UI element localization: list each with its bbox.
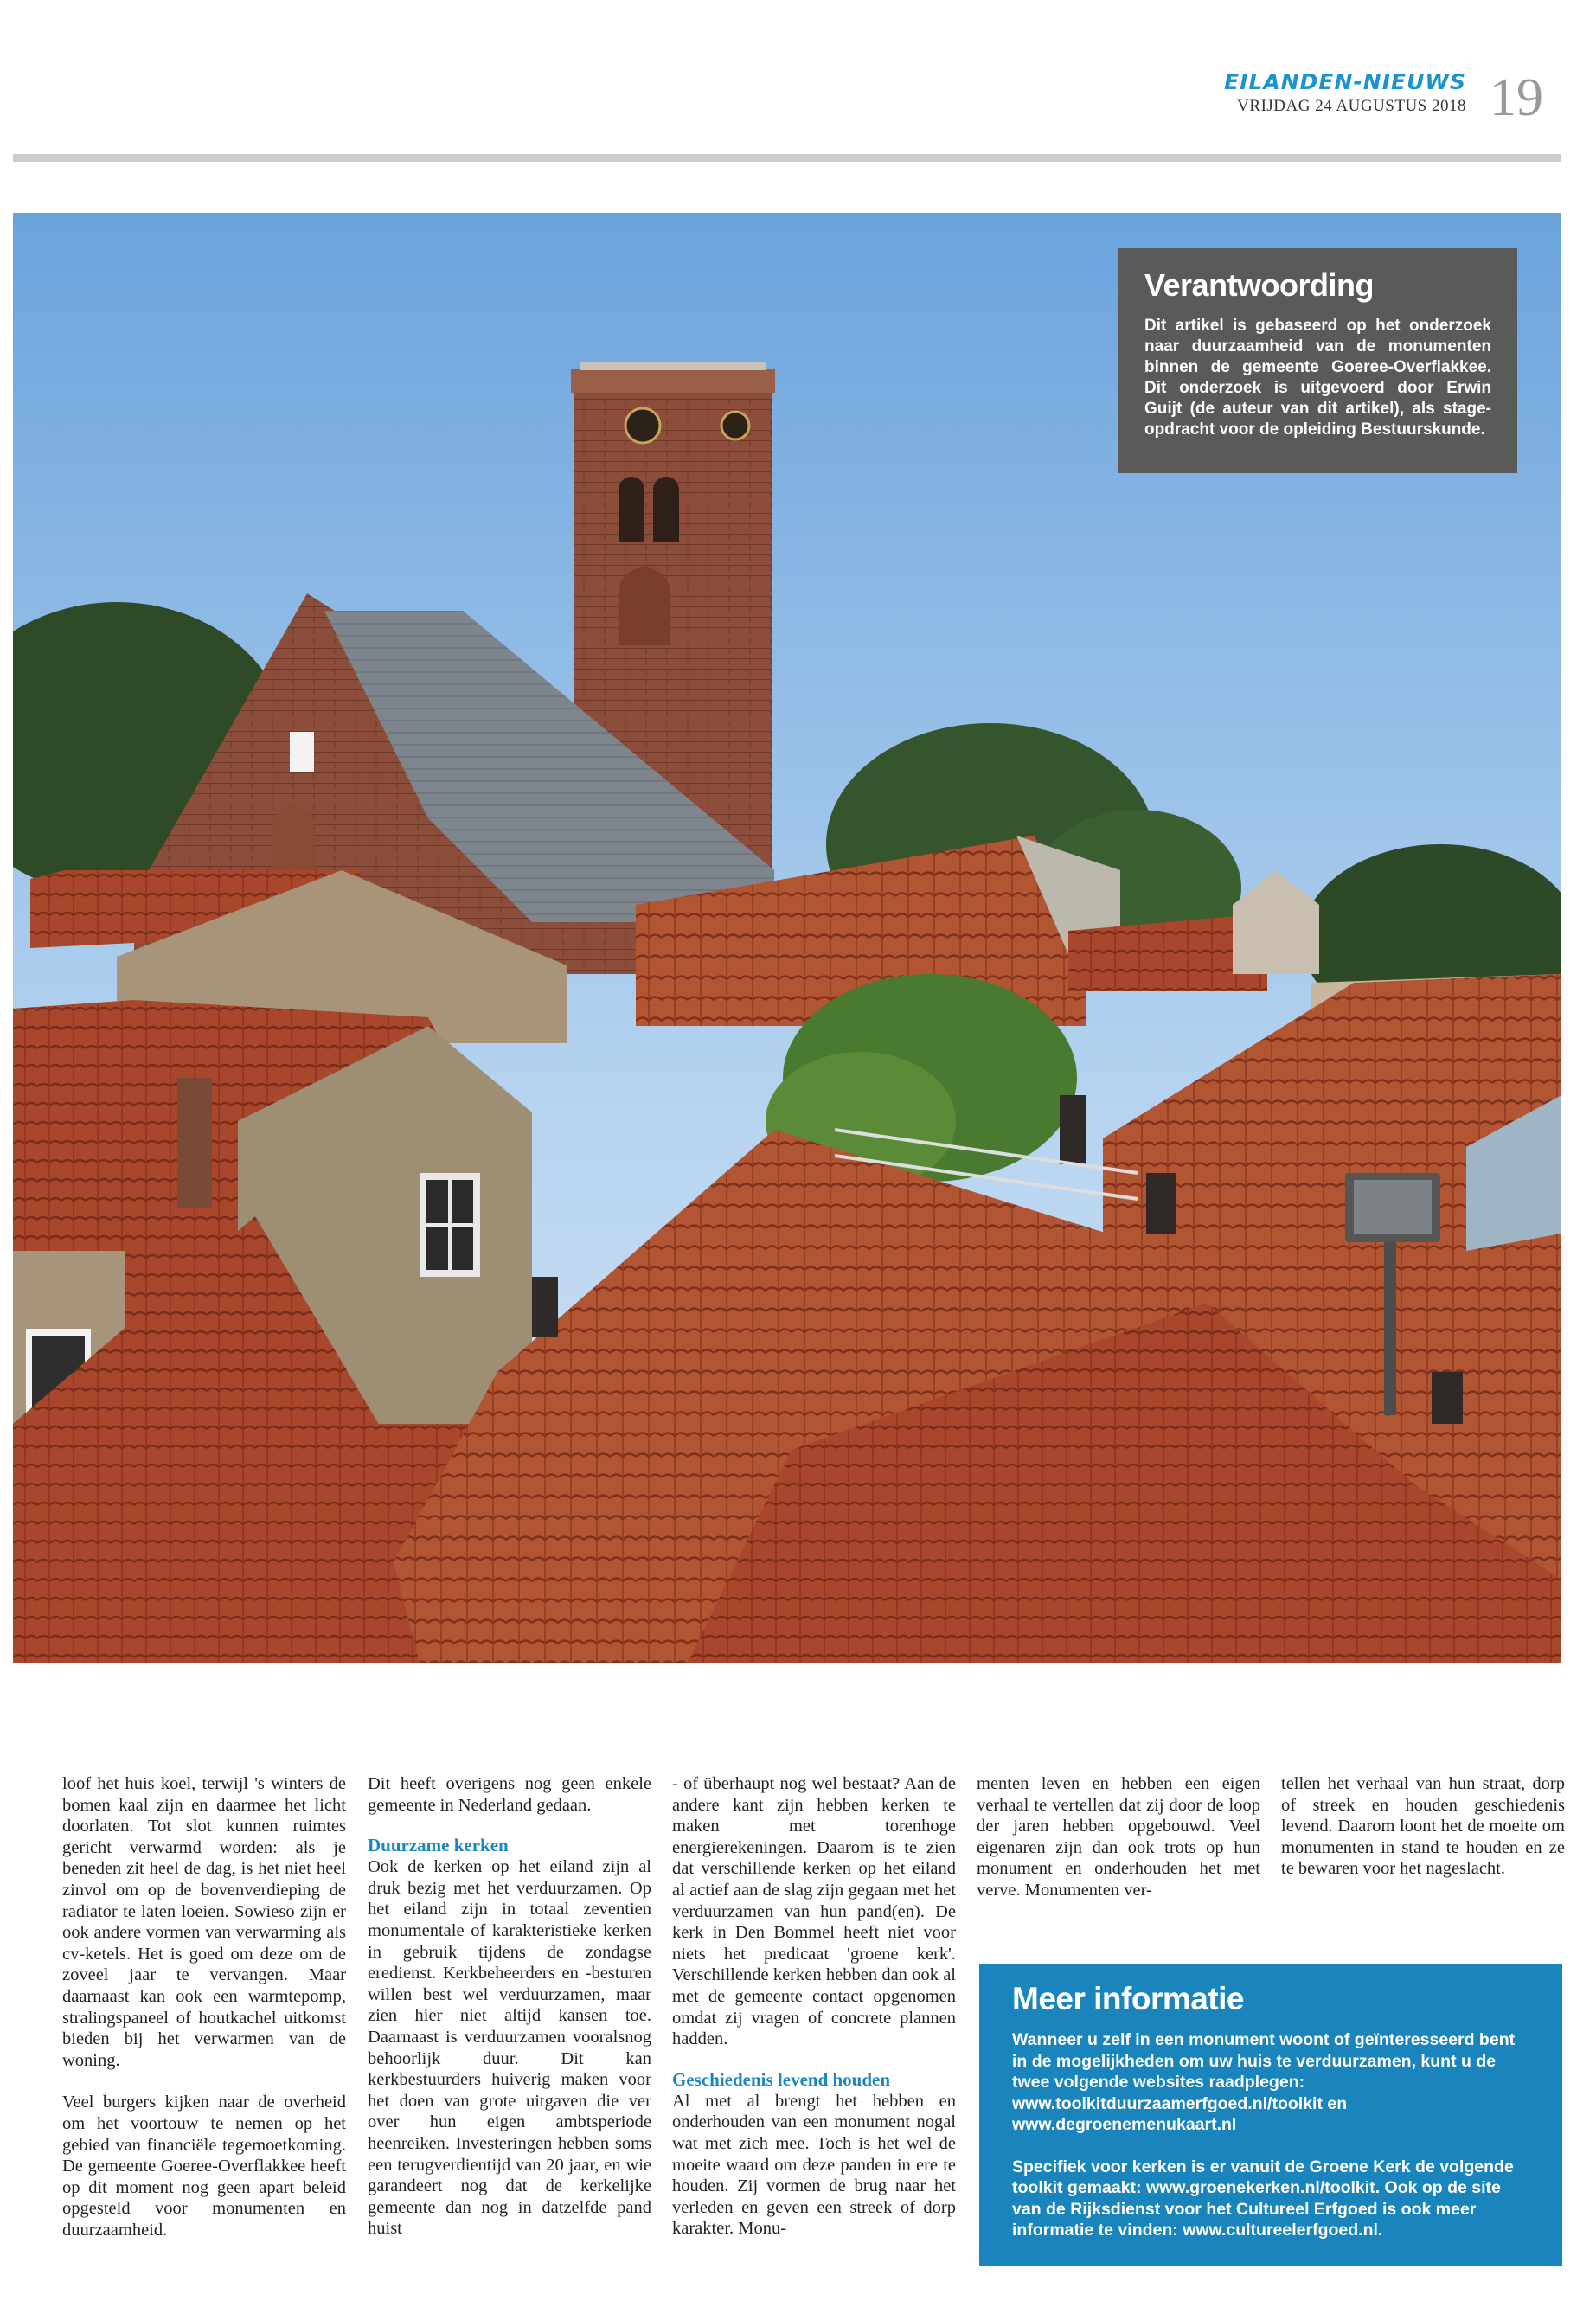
article-column-5 (1281, 1773, 1565, 1880)
article-column-1 (62, 1773, 346, 2240)
paragraph: loof het huis koel, terwijl 's winters de bomen kaal zijn en daarmee het licht doorlaten. Tot slot kunnen ruimtes gericht verwarmd worden: als je beneden zit heel de dag, is het niet heel zinvol om op de bovenverdieping de radiator te laten loeien. Sowieso zijn er ook andere vormen van verwarming als cv-ketels. Het is goed om deze om de zoveel jaar te vervangen. Maar daarnaast kan ook een warmtepomp, stralingspaneel of houtkachel uitkomst bieden bij het verwarmen van de woning. (62, 1774, 346, 2070)
verantwoording-title: Verantwoording (1144, 267, 1375, 303)
paragraph: Ook de kerken op het eiland zijn al druk bezig met het verduurzamen. Op het eiland zijn in totaal zeventien monumentale of karakteristieke kerken in gebruik tijdens de zondagse eredienst. Kerkbeheerders en -besturen willen best wel verduurzamen, maar zien hier niet altijd kansen toe. Daarnaast is verduurzamen vooralsnog behoorlijk duur. Dit kan kerkbestuurders huiverig maken voor het doen van grote uitgaven die ver over hun eigen ambtsperiode heenreiken. Investeringen hebben soms een terugverdientijd van 20 jaar, en wie garandeert nog dat de kerkelijke gemeente dan nog in datzelfde pand huist (368, 1857, 651, 2239)
subheading-geschiedenis: Geschiedenis levend houden (672, 2068, 891, 2090)
article-column-4 (977, 1773, 1260, 1901)
newspaper-name: EILANDEN-NIEUWS (1224, 69, 1466, 94)
masthead (1224, 71, 1466, 116)
subheading-duurzame-kerken: Duurzame kerken (368, 1835, 509, 1856)
verantwoording-text: Dit artikel is gebaseerd op het onderzoek naar duurzaamheid van de monumenten binnen de gemeente Goeree-Overflakkee. Dit onderzoek is uitgevoerd door Erwin Guijt (de auteur van dit artikel), als stage-opdracht voor de opleiding Bestuurskunde. (1144, 317, 1491, 439)
meer-informatie-box (979, 1964, 1562, 2266)
meer-informatie-text-1: Wanneer u zelf in een monument woont of geïnteresseerd bent in de mogelijkheden om uw huis te verduurzamen, kunt u de twee volgende websites raadplegen: www.toolkitduurzaamerfgoed.nl/toolkit en www.degroenemenukaart.nl (1012, 2030, 1516, 2134)
paragraph: tellen het verhaal van hun straat, dorp of streek en houden geschiedenis levend. Daarom loont het de moeite om monumenten in stand te houden en ze te bewaren voor het nageslacht. (1281, 1774, 1565, 1879)
page-number: 19 (1490, 68, 1543, 127)
paragraph: menten leven en hebben een eigen verhaal te vertellen dat zij door de loop der jaren hebben opgebouwd. Veel eigenaren zijn dan ook trots op hun monument en onderhouden het met verve. Monumenten ver- (977, 1774, 1260, 1900)
paragraph: - of überhaupt nog wel bestaat? Aan de andere kant zijn hebben kerken te maken met torenhoge energierekeningen. Daarom is te zien dat verschillende kerken op het eiland al actief aan de slag zijn gegaan met het verduurzamen van hun pand(en). De kerk in Den Bommel heeft niet voor niets het predicaat 'groene kerk'. Verschillende kerken hebben dan ook al met de gemeente contact opgenomen omdat zij vragen of concrete plannen hadden. (672, 1774, 956, 2049)
article-column-3 (672, 1773, 956, 2240)
issue-date: VRIJDAG 24 AUGUSTUS 2018 (1237, 97, 1466, 115)
header-rule (13, 154, 1561, 162)
verantwoording-box (1118, 248, 1517, 473)
paragraph: Dit heeft overigens nog geen enkele gemeente in Nederland gedaan. (368, 1774, 651, 1815)
meer-informatie-text-2: Specifiek voor kerken is er vanuit de Groene Kerk de volgende toolkit gemaakt: www.groenekerken.nl/toolkit. Ook op de site van de Rijksdienst voor het Cultureel Erfgoed is ook meer informatie te vinden: www.cultureelerfgoed.nl. (1012, 2157, 1514, 2240)
meer-informatie-title: Meer informatie (1012, 1981, 1245, 2016)
paragraph: Al met al brengt het hebben en onderhouden van een monument nogal wat met zich mee. Toch is het wel de moeite waard om deze panden in ere te houden. Zij vormen de brug naar het verleden en geven een streek of dorp karakter. Monu- (672, 2091, 956, 2239)
article-column-2 (368, 1773, 651, 2240)
paragraph: Veel burgers kijken naar de overheid om het voortouw te nemen op het gebied van financiële tegemoetkoming. De gemeente Goeree-Overflakkee heeft op dit moment nog geen apart beleid opgesteld voor monumenten en duurzaamheid. (62, 2093, 346, 2240)
